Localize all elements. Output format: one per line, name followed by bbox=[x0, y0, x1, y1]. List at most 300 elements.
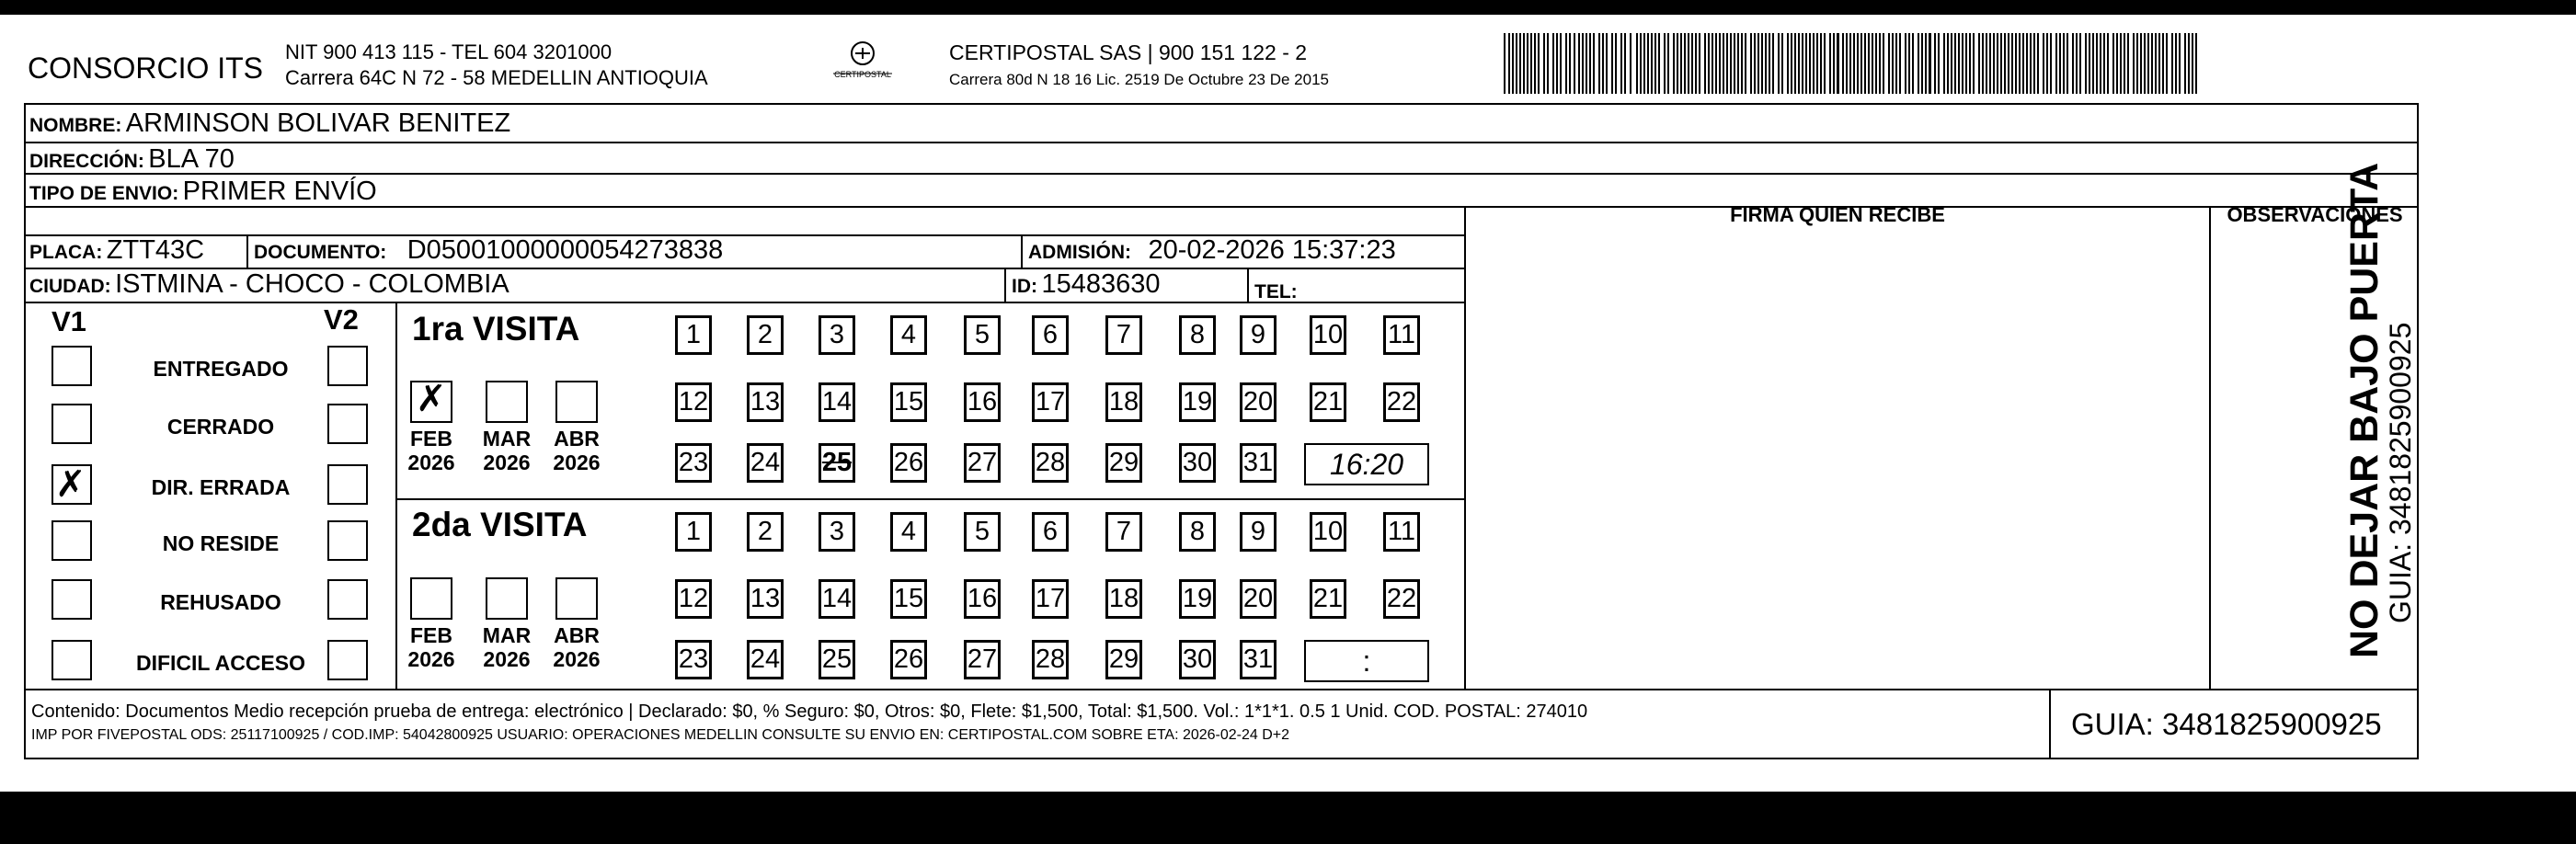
barcode-bar bbox=[1853, 33, 1855, 94]
barcode-bar bbox=[1813, 33, 1815, 94]
barcode-bar bbox=[1778, 33, 1780, 94]
month-checkbox[interactable] bbox=[486, 381, 528, 423]
day-box[interactable]: 1 bbox=[675, 512, 712, 552]
day-box[interactable]: 13 bbox=[747, 579, 784, 619]
day-box[interactable]: 12 bbox=[675, 579, 712, 619]
barcode-bar bbox=[1741, 33, 1743, 94]
barcode-bar bbox=[2019, 33, 2021, 94]
day-box[interactable]: 18 bbox=[1105, 579, 1142, 619]
barcode-bar bbox=[2092, 33, 2094, 94]
tel-label: TEL: bbox=[1254, 281, 1298, 302]
barcode-bar bbox=[2085, 33, 2087, 94]
barcode-bar bbox=[1658, 33, 1660, 94]
day-box[interactable]: 2 bbox=[747, 512, 784, 552]
barcode-bar bbox=[1757, 33, 1759, 94]
month-name: ABR bbox=[554, 623, 600, 647]
barcode-bar bbox=[1905, 33, 1906, 94]
barcode-bar bbox=[2100, 33, 2101, 94]
barcode-bar bbox=[2079, 33, 2081, 94]
barcode-bar bbox=[1860, 33, 1862, 94]
month-name: FEB bbox=[410, 427, 452, 451]
barcode-bar bbox=[2192, 33, 2193, 94]
day-box[interactable]: 10 bbox=[1310, 512, 1346, 552]
day-box[interactable]: 16 bbox=[964, 382, 1001, 422]
barcode-bar bbox=[1712, 33, 1713, 94]
barcode-bar bbox=[2089, 33, 2090, 94]
barcode-bar bbox=[1680, 33, 1682, 94]
month-year: 2026 bbox=[553, 647, 601, 672]
day-box[interactable]: 29 bbox=[1105, 640, 1142, 679]
barcode-bar bbox=[1824, 33, 1826, 94]
barcode-bar bbox=[2059, 33, 2061, 94]
day-box[interactable]: 2 bbox=[747, 315, 784, 355]
month-year: 2026 bbox=[553, 451, 601, 475]
month-name: MAR bbox=[482, 623, 532, 647]
barcode-bar bbox=[2055, 33, 2057, 94]
v2-checkbox[interactable] bbox=[327, 640, 368, 680]
barcode-bar bbox=[1745, 33, 1746, 94]
v1-checkbox[interactable] bbox=[52, 520, 92, 561]
side-guia: GUIA: 3481825900925 bbox=[2384, 322, 2417, 623]
barcode-bar bbox=[2120, 33, 2122, 94]
barcode-bar bbox=[1654, 33, 1656, 94]
barcode-bar bbox=[1888, 33, 1890, 94]
barcode-bar bbox=[1589, 33, 1591, 94]
barcode-bar bbox=[1978, 33, 1980, 94]
barcode-bar bbox=[1684, 33, 1686, 94]
v1-label: V1 bbox=[52, 305, 86, 337]
barcode-bar bbox=[2103, 33, 2105, 94]
barcode-bar bbox=[1715, 33, 1717, 94]
barcode-bar bbox=[1925, 33, 1927, 94]
option-label: ENTREGADO bbox=[153, 357, 289, 381]
day-box[interactable]: 18 bbox=[1105, 382, 1142, 422]
barcode-bar bbox=[2067, 33, 2068, 94]
month-year: 2026 bbox=[483, 451, 531, 475]
barcode-bar bbox=[2050, 33, 2052, 94]
placa-label: PLACA: bbox=[29, 242, 103, 263]
barcode-bar bbox=[1781, 33, 1783, 94]
v1-check-mark: ✗ bbox=[55, 463, 86, 506]
barcode-bar bbox=[1761, 33, 1763, 94]
day-box[interactable]: 29 bbox=[1105, 443, 1142, 483]
barcode-bar bbox=[1809, 33, 1811, 94]
id-value: 15483630 bbox=[1041, 269, 1161, 299]
barcode-bar bbox=[1667, 33, 1669, 94]
barcode-bar bbox=[1805, 33, 1807, 94]
ciudad-value: ISTMINA - CHOCO - COLOMBIA bbox=[115, 269, 509, 299]
barcode-bar bbox=[1857, 33, 1859, 94]
barcode-bar bbox=[2096, 33, 2098, 94]
barcode-bar bbox=[1620, 33, 1622, 94]
barcode-bar bbox=[1794, 33, 1796, 94]
day-box[interactable]: 22 bbox=[1383, 579, 1420, 619]
barcode-bar bbox=[1765, 33, 1767, 94]
barcode-bar bbox=[1837, 33, 1839, 94]
barcode-bar bbox=[1677, 33, 1678, 94]
barcode-bar bbox=[1875, 33, 1877, 94]
ciudad-label: CIUDAD: bbox=[29, 276, 111, 297]
company-nit-line: NIT 900 413 115 - TEL 604 3201000 bbox=[285, 40, 613, 63]
barcode-bar bbox=[1993, 33, 1995, 94]
barcode-bar bbox=[1954, 33, 1956, 94]
barcode-bar bbox=[1582, 33, 1584, 94]
barcode-bar bbox=[1754, 33, 1756, 94]
barcode-bar bbox=[1615, 33, 1617, 94]
time-box[interactable]: 16:20 bbox=[1304, 443, 1429, 485]
day-box[interactable]: 6 bbox=[1032, 512, 1069, 552]
barcode-bar bbox=[1606, 33, 1608, 94]
month-year: 2026 bbox=[483, 647, 531, 672]
day-box[interactable]: 7 bbox=[1105, 512, 1142, 552]
barcode-bar bbox=[1704, 33, 1706, 94]
day-box[interactable]: 25 bbox=[819, 443, 855, 483]
barcode-bar bbox=[1708, 33, 1710, 94]
barcode-bar bbox=[1864, 33, 1866, 94]
barcode-bar bbox=[1921, 33, 1923, 94]
day-box[interactable]: 22 bbox=[1383, 382, 1420, 422]
barcode-bar bbox=[2030, 33, 2032, 94]
v1-checkbox[interactable] bbox=[52, 346, 92, 386]
day-box[interactable]: 9 bbox=[1240, 315, 1277, 355]
certipostal-address-line: Carrera 80d N 18 16 Lic. 2519 De Octubre 23 De 2015 bbox=[949, 71, 1329, 88]
day-box[interactable]: 17 bbox=[1032, 579, 1069, 619]
v2-checkbox[interactable] bbox=[327, 464, 368, 505]
barcode-bar bbox=[2155, 33, 2157, 94]
barcode-bar bbox=[1560, 33, 1562, 94]
barcode-bar bbox=[2072, 33, 2074, 94]
barcode bbox=[1504, 33, 2203, 94]
barcode-bar bbox=[1630, 33, 1631, 94]
v1-checkbox[interactable] bbox=[52, 579, 92, 620]
day-box[interactable]: 17 bbox=[1032, 382, 1069, 422]
admision-value: 20-02-2026 15:37:23 bbox=[1148, 235, 1396, 265]
time-box[interactable]: : bbox=[1304, 640, 1429, 682]
barcode-bar bbox=[1504, 33, 1506, 94]
barcode-bar bbox=[1892, 33, 1894, 94]
documento-label: DOCUMENTO: bbox=[254, 242, 387, 263]
day-box[interactable]: 16 bbox=[964, 579, 1001, 619]
barcode-bar bbox=[1879, 33, 1881, 94]
barcode-bar bbox=[1602, 33, 1604, 94]
barcode-bar bbox=[2175, 33, 2177, 94]
barcode-bar bbox=[1883, 33, 1884, 94]
barcode-bar bbox=[2136, 33, 2138, 94]
barcode-bar bbox=[1895, 33, 1897, 94]
barcode-bar bbox=[1958, 33, 1960, 94]
v2-label: V2 bbox=[324, 303, 359, 336]
v2-checkbox[interactable] bbox=[327, 346, 368, 386]
day-box[interactable]: 20 bbox=[1240, 579, 1277, 619]
barcode-bar bbox=[2112, 33, 2114, 94]
barcode-bar bbox=[1951, 33, 1952, 94]
barcode-bar bbox=[2151, 33, 2153, 94]
option-label: NO RESIDE bbox=[162, 531, 280, 555]
barcode-bar bbox=[1969, 33, 1971, 94]
barcode-bar bbox=[2015, 33, 2017, 94]
day-box[interactable]: 9 bbox=[1240, 512, 1277, 552]
barcode-bar bbox=[2147, 33, 2149, 94]
barcode-bar bbox=[2011, 33, 2013, 94]
barcode-bar bbox=[1833, 33, 1835, 94]
month-name: FEB bbox=[410, 623, 452, 647]
day-box[interactable]: 11 bbox=[1383, 315, 1420, 355]
day-box[interactable]: 26 bbox=[890, 640, 927, 679]
barcode-bar bbox=[1695, 33, 1697, 94]
day-box[interactable]: 25 bbox=[819, 640, 855, 679]
barcode-bar bbox=[1787, 33, 1789, 94]
barcode-bar bbox=[1643, 33, 1645, 94]
company-address-line: Carrera 64C N 72 - 58 MEDELLIN ANTIOQUIA bbox=[285, 66, 708, 89]
barcode-bar bbox=[2116, 33, 2118, 94]
day-box[interactable]: 7 bbox=[1105, 315, 1142, 355]
day-box[interactable]: 28 bbox=[1032, 443, 1069, 483]
month-year: 2026 bbox=[407, 451, 455, 475]
barcode-bar bbox=[2184, 33, 2186, 94]
day-box[interactable]: 5 bbox=[964, 512, 1001, 552]
guia-box: GUIA: 3481825900925 bbox=[2071, 707, 2382, 741]
company-name: CONSORCIO ITS bbox=[28, 51, 264, 85]
v2-checkbox[interactable] bbox=[327, 520, 368, 561]
barcode-bar bbox=[1523, 33, 1525, 94]
barcode-bar bbox=[1986, 33, 1987, 94]
barcode-bar bbox=[1538, 33, 1540, 94]
barcode-bar bbox=[1997, 33, 1998, 94]
month-label bbox=[544, 623, 609, 672]
day-box[interactable]: 28 bbox=[1032, 640, 1069, 679]
nombre-value: ARMINSON BOLIVAR BENITEZ bbox=[125, 108, 511, 138]
v2-checkbox[interactable] bbox=[327, 404, 368, 444]
barcode-bar bbox=[1636, 33, 1638, 94]
barcode-bar bbox=[1842, 33, 1844, 94]
day-box[interactable]: 14 bbox=[819, 579, 855, 619]
barcode-bar bbox=[2046, 33, 2048, 94]
barcode-bar bbox=[2195, 33, 2197, 94]
month-checkbox[interactable] bbox=[410, 577, 452, 620]
day-box[interactable]: 19 bbox=[1179, 382, 1216, 422]
footer-line2: IMP POR FIVEPOSTAL ODS: 25117100925 / COD.IMP: 54042800925 USUARIO: OPERACIONES MEDELLIN CONSULTE SU ENVIO EN: CERTIPOSTAL.COM SOBRE ETA: 2026-02-24 D+2 bbox=[31, 727, 1290, 743]
barcode-bar bbox=[1816, 33, 1818, 94]
day-box[interactable]: 24 bbox=[747, 640, 784, 679]
barcode-bar bbox=[2144, 33, 2146, 94]
barcode-bar bbox=[1918, 33, 1919, 94]
barcode-bar bbox=[1647, 33, 1649, 94]
day-box[interactable]: 24 bbox=[747, 443, 784, 483]
day-box[interactable]: 11 bbox=[1383, 512, 1420, 552]
barcode-bar bbox=[1989, 33, 1991, 94]
side-text bbox=[2342, 107, 2417, 658]
barcode-bar bbox=[1737, 33, 1739, 94]
barcode-bar bbox=[2188, 33, 2190, 94]
barcode-bar bbox=[1750, 33, 1752, 94]
barcode-bar bbox=[1912, 33, 1914, 94]
barcode-bar bbox=[1691, 33, 1693, 94]
day-box[interactable]: 30 bbox=[1179, 640, 1216, 679]
barcode-bar bbox=[1569, 33, 1571, 94]
barcode-bar bbox=[2127, 33, 2129, 94]
day-box[interactable]: 31 bbox=[1240, 443, 1277, 483]
barcode-bar bbox=[1947, 33, 1949, 94]
month-label bbox=[399, 623, 464, 672]
barcode-bar bbox=[1527, 33, 1528, 94]
barcode-bar bbox=[1534, 33, 1536, 94]
barcode-bar bbox=[1829, 33, 1831, 94]
firma-header: FIRMA QUIEN RECIBE bbox=[1730, 203, 1945, 226]
barcode-bar bbox=[1719, 33, 1721, 94]
barcode-bar bbox=[1973, 33, 1975, 94]
barcode-bar bbox=[1688, 33, 1689, 94]
day-box[interactable]: 5 bbox=[964, 315, 1001, 355]
day-box[interactable]: 15 bbox=[890, 579, 927, 619]
barcode-bar bbox=[2037, 33, 2039, 94]
delivery-guide-form bbox=[0, 15, 2576, 792]
barcode-bar bbox=[2000, 33, 2002, 94]
day-box[interactable]: 30 bbox=[1179, 443, 1216, 483]
barcode-bar bbox=[1519, 33, 1521, 94]
day-box[interactable]: 21 bbox=[1310, 579, 1346, 619]
day-box[interactable]: 31 bbox=[1240, 640, 1277, 679]
v2-checkbox[interactable] bbox=[327, 579, 368, 620]
barcode-bar bbox=[1769, 33, 1770, 94]
day-box[interactable]: 8 bbox=[1179, 315, 1216, 355]
option-label: DIFICIL ACCESO bbox=[135, 651, 305, 675]
day-box[interactable]: 4 bbox=[890, 315, 927, 355]
barcode-bar bbox=[1868, 33, 1870, 94]
day-box[interactable]: 20 bbox=[1240, 382, 1277, 422]
side-warning: NO DEJAR BAJO PUERTA bbox=[2342, 162, 2387, 658]
month-label bbox=[475, 623, 539, 672]
placa-value: ZTT43C bbox=[106, 235, 205, 265]
barcode-bar bbox=[2133, 33, 2135, 94]
observaciones-header: OBSERVACIONES bbox=[2227, 203, 2403, 226]
day-box[interactable]: 19 bbox=[1179, 579, 1216, 619]
visit2-title: 2da VISITA bbox=[412, 506, 588, 543]
id-label: ID: bbox=[1012, 276, 1037, 297]
option-label: REHUSADO bbox=[160, 590, 281, 614]
day-box[interactable]: 1 bbox=[675, 315, 712, 355]
day-box[interactable]: 10 bbox=[1310, 315, 1346, 355]
barcode-bar bbox=[1673, 33, 1675, 94]
day-box[interactable]: 27 bbox=[964, 443, 1001, 483]
barcode-bar bbox=[2171, 33, 2173, 94]
barcode-bar bbox=[1908, 33, 1910, 94]
barcode-bar bbox=[1593, 33, 1595, 94]
day-box[interactable]: 27 bbox=[964, 640, 1001, 679]
barcode-bar bbox=[1734, 33, 1735, 94]
barcode-bar bbox=[1772, 33, 1774, 94]
option-label: DIR. ERRADA bbox=[151, 475, 291, 499]
barcode-bar bbox=[2158, 33, 2160, 94]
day-box[interactable]: 12 bbox=[675, 382, 712, 422]
visit1-title: 1ra VISITA bbox=[412, 310, 580, 348]
barcode-bar bbox=[1723, 33, 1724, 94]
v1-checkbox[interactable] bbox=[52, 640, 92, 680]
barcode-bar bbox=[1872, 33, 1873, 94]
barcode-bar bbox=[2004, 33, 2006, 94]
month-name: ABR bbox=[554, 427, 600, 451]
month-label bbox=[544, 427, 609, 475]
barcode-bar bbox=[1899, 33, 1901, 94]
barcode-bar bbox=[1802, 33, 1803, 94]
barcode-bar bbox=[1982, 33, 1984, 94]
barcode-bar bbox=[1508, 33, 1510, 94]
barcode-bar bbox=[1849, 33, 1851, 94]
tipo-envio-value: PRIMER ENVÍO bbox=[182, 177, 377, 206]
day-box[interactable]: 3 bbox=[819, 315, 855, 355]
barcode-bar bbox=[1943, 33, 1945, 94]
month-checkbox[interactable] bbox=[555, 381, 598, 423]
day-box[interactable]: 15 bbox=[890, 382, 927, 422]
v1-checkbox[interactable] bbox=[52, 404, 92, 444]
option-label: CERRADO bbox=[166, 415, 275, 439]
barcode-bar bbox=[1578, 33, 1580, 94]
barcode-bar bbox=[1664, 33, 1666, 94]
day-box[interactable]: 8 bbox=[1179, 512, 1216, 552]
barcode-bar bbox=[1929, 33, 1931, 94]
barcode-bar bbox=[1651, 33, 1653, 94]
day-box[interactable]: 3 bbox=[819, 512, 855, 552]
barcode-bar bbox=[1598, 33, 1600, 94]
certipostal-name-line: CERTIPOSTAL SAS | 900 151 122 - 2 bbox=[949, 40, 1308, 64]
signature-area[interactable] bbox=[1466, 235, 2207, 688]
day-box[interactable]: 13 bbox=[747, 382, 784, 422]
barcode-bar bbox=[2179, 33, 2181, 94]
barcode-bar bbox=[1552, 33, 1554, 94]
footer-line1: Contenido: Documentos Medio recepción prueba de entrega: electrónico | Declarado: $0, % Seguro: $0, Otros: $0, Flete: $1,500, Total: $1,500. Vol.: 1*1*1. 0.5 1 Unid. COD. POSTAL: 274010 bbox=[31, 701, 1588, 722]
month-check-mark: ✗ bbox=[416, 378, 447, 420]
day-box[interactable]: 14 bbox=[819, 382, 855, 422]
barcode-bar bbox=[1640, 33, 1642, 94]
barcode-bar bbox=[1586, 33, 1587, 94]
day-box[interactable]: 6 bbox=[1032, 315, 1069, 355]
certipostal-logo-text: CERTIPOSTAL bbox=[834, 70, 891, 79]
day-box[interactable]: 23 bbox=[675, 443, 712, 483]
barcode-bar bbox=[2166, 33, 2168, 94]
day-box[interactable]: 23 bbox=[675, 640, 712, 679]
documento-value: D05001000000054273838 bbox=[406, 235, 724, 265]
nombre-label: NOMBRE: bbox=[29, 115, 122, 136]
barcode-bar bbox=[1547, 33, 1549, 94]
direccion-label: DIRECCIÓN: bbox=[29, 151, 144, 172]
barcode-bar bbox=[2140, 33, 2142, 94]
month-name: MAR bbox=[482, 427, 532, 451]
barcode-bar bbox=[1543, 33, 1545, 94]
barcode-bar bbox=[1846, 33, 1848, 94]
barcode-bar bbox=[1791, 33, 1792, 94]
barcode-bar bbox=[1530, 33, 1532, 94]
barcode-bar bbox=[1962, 33, 1963, 94]
barcode-bar bbox=[2162, 33, 2164, 94]
barcode-bar bbox=[1934, 33, 1936, 94]
barcode-bar bbox=[2063, 33, 2065, 94]
month-label bbox=[399, 427, 464, 475]
month-checkbox[interactable] bbox=[486, 577, 528, 620]
barcode-bar bbox=[1512, 33, 1514, 94]
barcode-bar bbox=[1938, 33, 1940, 94]
tipo-envio-label: TIPO DE ENVIO: bbox=[29, 183, 179, 204]
barcode-bar bbox=[1611, 33, 1613, 94]
month-year: 2026 bbox=[407, 647, 455, 672]
barcode-bar bbox=[1965, 33, 1967, 94]
month-checkbox[interactable] bbox=[555, 577, 598, 620]
barcode-bar bbox=[2043, 33, 2044, 94]
barcode-bar bbox=[1556, 33, 1558, 94]
day-box[interactable]: 26 bbox=[890, 443, 927, 483]
barcode-bar bbox=[1798, 33, 1800, 94]
barcode-bar bbox=[2107, 33, 2109, 94]
day-box[interactable]: 4 bbox=[890, 512, 927, 552]
day-box[interactable]: 21 bbox=[1310, 382, 1346, 422]
